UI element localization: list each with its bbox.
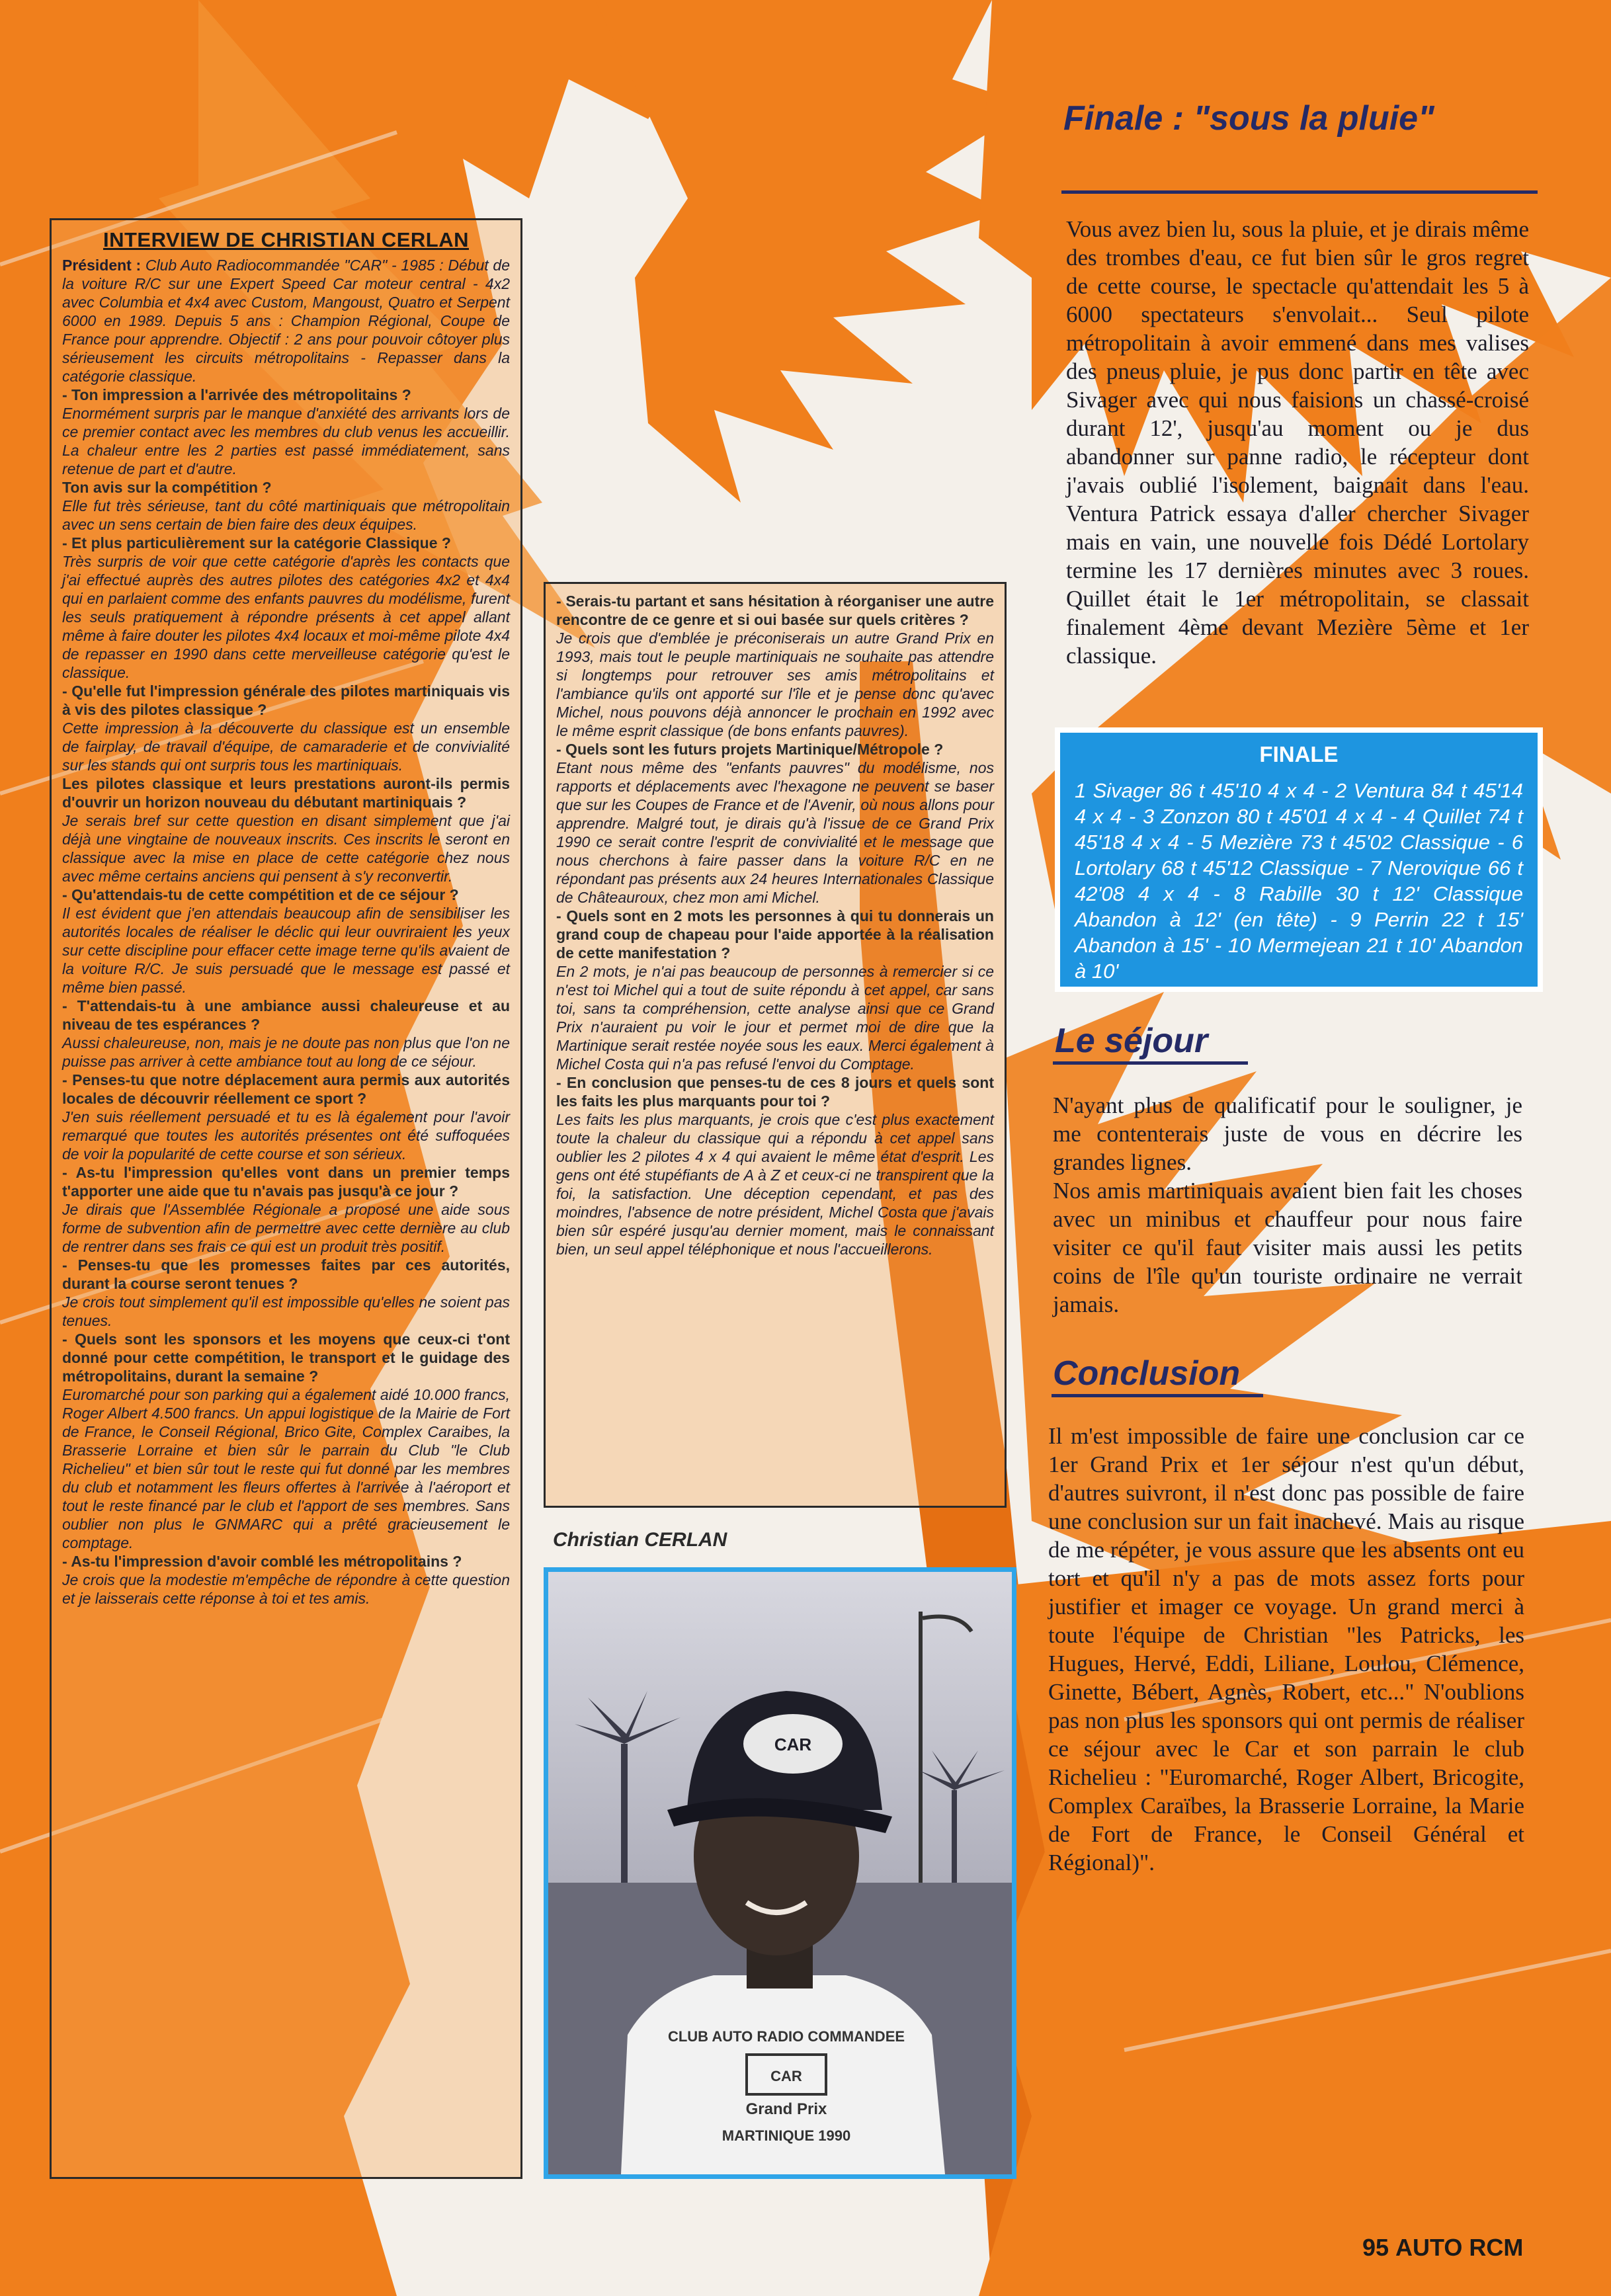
interview-question: - Penses-tu que les promesses faites par ces autorités, durant la course seront tenues ? <box>62 1256 510 1292</box>
interview-continued-box <box>544 582 1007 1508</box>
conclusion-text: Il m'est impossible de faire une conclusion car ce 1er Grand Prix et 1er séjour n'est qu'un début, d'autres suivront, il n'est donc pas possible de faire une conclusion sur un fait inachevé. Mais au risque de me répéter, je vous assure que les absents ont eu tort et qu'il n'y a pas de mots assez forts pour justifier et imager ce voyage. Un grand merci à toute l'équipe de Christian "les Patricks, les Hugues, Hervé, Eddi, Liliane, Loulou, Clémence, Ginette, Bébert, Agnès, Robert, etc..." N'oublions pas non plus les sponsors qui ont permis de réaliser ce séjour avec le Car et son parrain le club Richelieu : "Euromarché, Roger Albert, Bricogite, Complex Caraïbes, la Brasserie Lorraine, la Marie de Fort de France, le Conseil Général et Régional)". <box>1048 1423 1524 1875</box>
finale-headline: Finale : "sous la pluie" <box>1063 99 1434 138</box>
interview-question: Ton avis sur la compétition ? <box>62 479 272 496</box>
interview-answer: Je crois que la modestie m'empêche de répondre à cette question et je laisserais cette réponse à toi et tes amis. <box>62 1571 510 1607</box>
photo-caption: Christian CERLAN <box>553 1529 727 1551</box>
interview-question: - Et plus particulièrement sur la catégorie Classique ? <box>62 534 451 552</box>
finale-text: Vous avez bien lu, sous la pluie, et je dirais même des trombes d'eau, ce fut bien sûr le gros regret de cette course, le spectacle qu'attendait les 5 à 6000 spectateurs s'envolait... Seul pilote métropolitain à avoir emmené dans mes valises des pneus pluie, je pus donc partir en tête avec Sivager avec qui nous faisions un chassé-croisé durant 12', jusqu'au moment ou je dus abandonner sur panne radio, le récepteur dont j'avais oublié l'isolement, baignait dans l'eau. Ventura Patrick essaya d'aller chercher Sivager mais en vain, une nouvelle fois Dédé Lortolary termine les 17 dernières minutes avec 3 roues. Quillet était le 1er métropolitain, se classait finalement 4ème devant Mezière 5ème et 1er classique. <box>1066 216 1529 669</box>
portrait-illustration <box>548 1572 1012 2174</box>
finale-results-box <box>1055 727 1543 992</box>
magazine-name: AUTO RCM <box>1395 2234 1524 2261</box>
interview-question: - Serais-tu partant et sans hésitation à réorganiser une autre rencontre de ce genre et si oui basée sur quels critères ? <box>556 593 994 628</box>
finale-results-list: 1 Sivager 86 t 45'10 4 x 4 - 2 Ventura 84 t 45'14 4 x 4 - 3 Zonzon 80 t 45'01 4 x 4 - 4 Quillet 74 t 45'18 4 x 4 - 5 Mezière 73 t 45'02 Classique - 6 Lortolary 68 t 45'12 Classique - 7 Nerovique 66 t 42'08 4 x 4 - 8 Rabille 30 t 12' Classique Abandon à 12' (en tête) - 9 Perrin 22 t 15' Abandon à 15' - 10 Mermejean 21 t 10' Abandon à 10' <box>1075 779 1523 983</box>
interview-title: INTERVIEW DE CHRISTIAN CERLAN <box>103 228 469 251</box>
interview-box <box>50 218 522 2179</box>
interview-question: - As-tu l'impression qu'elles vont dans un premier temps t'apporter une aide que tu n'avais pas jusqu'à ce jour ? <box>62 1164 510 1200</box>
sejour-paragraph-1: N'ayant plus de qualificatif pour le souligner, je me contenterais juste de vous en décrire les grandes lignes. <box>1053 1092 1522 1175</box>
interview-intro <box>62 256 510 386</box>
finale-results-panel <box>1060 733 1538 987</box>
interview-intro-lead: Président : <box>62 257 145 274</box>
interview-question: - Qu'elle fut l'impression générale des pilotes martiniquais vis à vis des pilotes classique ? <box>62 682 510 718</box>
interview-answer: Très surpris de voir que cette catégorie d'après les contacts que j'ai effectué auprès des autres pilotes des catégories 4x2 et 4x4 qui en parlaient comme des enfants pauvres du modélisme, furent les seuls pratiquement à répondre présents à cet appel allant même à faire douter les pilotes 4x4 locaux et moi-même pilote 4x4 de repasser en 1990 dans cette merveilleuse catégorie qu'est le classique. <box>62 553 510 681</box>
interview-question: - As-tu l'impression d'avoir comblé les métropolitains ? <box>62 1553 462 1570</box>
interview-question: - Qu'attendais-tu de cette compétition et de ce séjour ? <box>62 886 459 903</box>
conclusion-headline-underline <box>1052 1394 1263 1397</box>
interview-question: Les pilotes classique et leurs prestations auront-ils permis d'ouvrir un horizon nouveau du débutant martiniquais ? <box>62 775 510 811</box>
shirt-text-grand-prix: Grand Prix <box>745 2100 827 2118</box>
interview-answer: Je crois tout simplement qu'il est impossible qu'elles ne soient pas tenues. <box>62 1293 510 1329</box>
interview-answer: Je serais bref sur cette question en disant simplement que j'ai déjà une vingtaine de nouveaux inscrits. Ces inscrits le seront en classique avec la mise en place de cette catégorie chez nous avec même certains anciens qui pensent à s'y reconvertir. <box>62 812 510 885</box>
interview-answer: Cette impression à la découverte du classique est un ensemble de fairplay, de travail d'équipe, de camaraderie et de convivialité sur les stands qui ont surpris tous les martiniquais. <box>62 719 510 774</box>
interview-answer: Etant nous même des "enfants pauvres" du modélisme, nos rapports et déplacements avec l'hexagone ne peuvent se baser que sur les Coupes de France et de l'Avenir, où nous allons pour apprendre. Malgré tout, je dirais qu'à l'issue de ce Grand Prix 1990 ce serait contre l'esprit de convivialité et le message que nous cherchons à faire passer dans la voiture R/C en ne répondant pas présents aux 24 heures Internationales Classique de Châteauroux, chez mon ami Michel. <box>556 759 994 906</box>
portrait-photo <box>544 1567 1016 2179</box>
interview-answer: Il est évident que j'en attendais beaucoup afin de sensibiliser les autorités locales de réaliser le déclic qui leur ouvriraient les yeux sur cette discipline pour effacer cette image terne qu'ils avaient de la voiture R/C. Je suis persuadé que le message est passé et même bien passé. <box>62 905 510 996</box>
shirt-text-martinique: MARTINIQUE 1990 <box>722 2127 851 2144</box>
interview-answer: J'en suis réellement persuadé et tu es là également pour l'avoir remarqué que toutes les autorités présentes ont été suffoquées de voir la popularité de cette course et son sérieux. <box>62 1108 510 1163</box>
interview-intro-text: Club Auto Radiocommandée "CAR" - 1985 : Début de la voiture R/C sur une Expert Speed Car moteur central - 4x2 avec Columbia et 4x4 avec Custom, Mangoust, Quatro et Serpent 6000 en 1989. Depuis 5 ans : Champion Régional, Coupe de France pour apprendre. Objectif : 2 ans pour pouvoir côtoyer plus sérieusement les circuits métropolitains - Repasser dans la catégorie classique. <box>62 257 510 385</box>
interview-answer: Euromarché pour son parking qui a également aidé 10.000 francs, Roger Albert 4.500 francs. Un appui logistique de la Mairie de Fort de France, le Conseil Régional, Brico Gite, Complex Caraibes, la Brasserie Lorraine et bien sûr le parrain du Club "le Club Richelieu" et bien sûr tout le reste qui fut donné par les membres du club et notamment les fleurs offertes à l'arrivée à l'aéroport et tout le reste financé par le club et l'apport de ses membres. Sans oublier non plus le GNMARC qui a prêté gracieusement le comptage. <box>62 1386 510 1551</box>
sejour-headline-underline <box>1053 1061 1248 1065</box>
interview-question: - T'attendais-tu à une ambiance aussi chaleureuse et au niveau de tes espérances ? <box>62 997 510 1033</box>
interview-question: - Quels sont les futurs projets Martinique/Métropole ? <box>556 741 944 758</box>
shirt-text-club: CLUB AUTO RADIO COMMANDEE <box>667 2028 905 2045</box>
sejour-paragraph-2: Nos amis martiniquais avaient bien fait les choses avec un minibus et chauffeur pour nous faire visiter ce qu'il faut visiter mais aussi les petits coins de l'île qu'un touriste ordinaire ne verrait jamais. <box>1053 1178 1522 1317</box>
interview-answer: En 2 mots, je n'ai pas beaucoup de personnes à remercier si ce n'est toi Michel qui a tout de suite répondu à cet appel, car sans toi, sans ta compréhension, cette analyse ainsi que ce Grand Prix n'auraient pu voir le jour et permet moi de dire que la Martinique serait restée noyée sous les eaux. Merci également à Michel Costa qui n'a pas refusé l'envoi du Comptage. <box>556 963 994 1073</box>
interview-qa-col1 <box>62 386 510 1608</box>
interview-answer: Enormément surpris par le manque d'anxiété des arrivants lors de ce premier contact avec les membres du club venus les accueillir. La chaleur entre les 2 parties est passé immédiatement, sans retenue de part et d'autre. <box>62 405 510 477</box>
interview-question: - Quels sont les sponsors et les moyens que ceux-ci t'ont donné pour cette compétition, le transport et le guidage des métropolitains, durant la semaine ? <box>62 1331 510 1385</box>
interview-question: - Ton impression a l'arrivée des métropolitains ? <box>62 386 411 403</box>
sejour-text <box>1053 1091 1522 1319</box>
conclusion-headline: Conclusion <box>1053 1354 1241 1393</box>
interview-answer: Elle fut très sérieuse, tant du côté martiniquais que métropolitain avec un sens certain de bien faire des deux équipes. <box>62 497 510 533</box>
sejour-headline: Le séjour <box>1055 1022 1208 1060</box>
shirt-text-car: CAR <box>770 2068 802 2084</box>
interview-question: - Penses-tu que notre déplacement aura permis aux autorités locales de découvrir réellement ce sport ? <box>62 1071 510 1107</box>
page-footer <box>1362 2234 1523 2262</box>
interview-answer: Je dirais que l'Assemblée Régionale a proposé une aide sous forme de subvention afin de permettre avec cette dernière au club de rentrer dans ses frais ce qui est un produit très positif. <box>62 1201 510 1255</box>
interview-answer: Les faits les plus marquants, je crois que c'est plus exactement toute la chaleur du classique qui a répondu à cet appel sans oublier les 2 pilotes 4 x 4 qui avaient le même état d'esprit. Les gens ont été stupéfiants de A à Z et ceux-ci ne transpirent que la foi, la satisfaction. Une déception cependant, et pas des moindres, l'absence de notre président, Michel Costa que j'avais bien sûr espéré jusqu'au dernier moment, mais le connaissant bien, un seul appel téléphonique et nous l'accueillerons. <box>556 1111 994 1258</box>
finale-headline-underline <box>1061 190 1538 194</box>
finale-results-title: FINALE <box>1259 742 1339 766</box>
interview-question: - Quels sont en 2 mots les personnes à qui tu donnerais un grand coup de chapeau pour l'aide apportée à la réalisation de cette manifestation ? <box>556 907 994 962</box>
interview-question: - En conclusion que penses-tu de ces 8 jours et quels sont les faits les plus marquants pour toi ? <box>556 1074 994 1110</box>
cap-logo-text: CAR <box>774 1735 812 1754</box>
interview-answer: Je crois que d'emblée je préconiserais un autre Grand Prix en 1993, mais tout le peuple martiniquais ne souhaite pas attendre si longtemps pour retrouver ses amis métropolitains et l'ambiance qu'ils ont apporté sur l'île et je pense donc qu'avec Michel, nous pouvons déjà annoncer le prochain en 1992 avec le même esprit classique (de bons enfants pauvres). <box>556 630 994 739</box>
page-number: 95 <box>1362 2234 1389 2261</box>
interview-answer: Aussi chaleureuse, non, mais je ne doute pas non plus que l'on ne puisse pas arriver à cette ambiance tout au long de ce séjour. <box>62 1034 510 1070</box>
